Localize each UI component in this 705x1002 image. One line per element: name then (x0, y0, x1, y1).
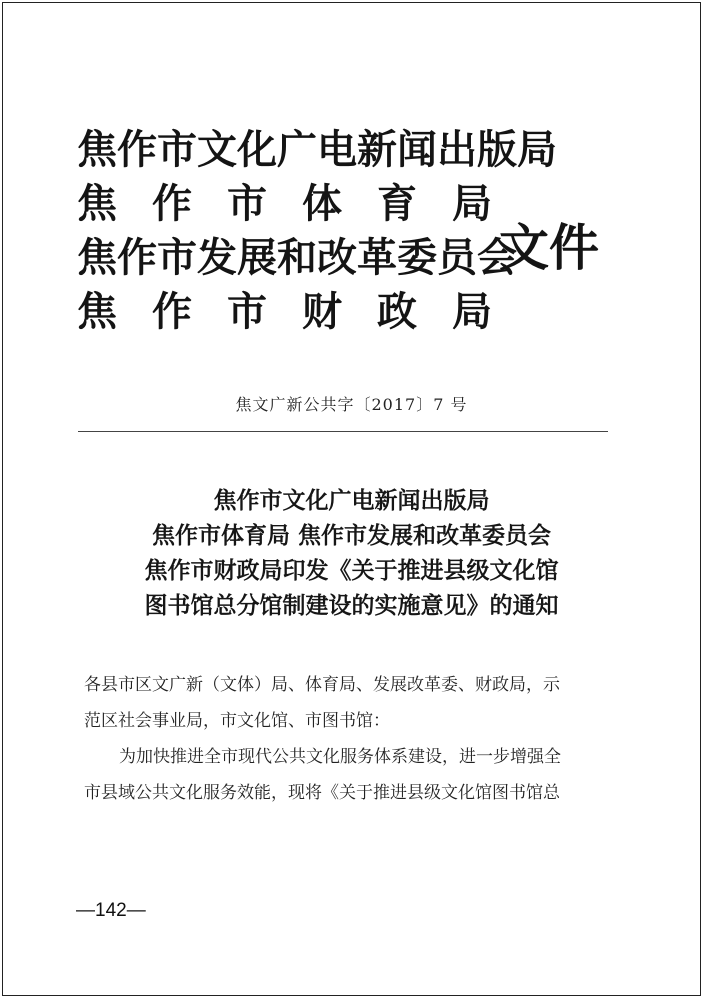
title-line-3: 焦作市财政局印发《关于推进县级文化馆 (144, 557, 559, 584)
issuer-char: 市 (227, 288, 267, 335)
issuer-char: 育 (377, 180, 417, 227)
document-type-label: 文件 (499, 218, 599, 277)
issuer-line-4 (77, 285, 492, 339)
paragraph-line-2: 市县域公共文化服务效能，现将《关于推进县级文化馆图书馆总 (84, 783, 560, 803)
addressee-line-2: 范区社会事业局，市文化馆、市图书馆： (84, 711, 390, 731)
document-page (2, 2, 701, 996)
issuer-char: 市 (227, 180, 267, 227)
issuer-char: 作 (152, 180, 192, 227)
issuer-line-3: 焦作市发展和改革委员会 (77, 234, 517, 281)
issuer-char: 局 (452, 180, 492, 227)
document-title (3, 483, 700, 623)
document-body (84, 667, 624, 811)
title-line-1: 焦作市文化广电新闻出版局 (213, 487, 490, 514)
title-line-4: 图书馆总分馆制建设的实施意见》的通知 (144, 592, 559, 619)
issuer-char: 政 (377, 288, 417, 335)
paragraph-line-1: 为加快推进全市现代公共文化服务体系建设，进一步增强全 (119, 747, 561, 767)
issuer-char: 局 (452, 288, 492, 335)
page-number: —142— (76, 900, 146, 921)
header-divider (78, 431, 608, 432)
issuer-line-1: 焦作市文化广电新闻出版局 (77, 126, 557, 173)
issuer-char: 作 (152, 288, 192, 335)
issuer-line-2 (77, 177, 492, 231)
addressee-line-1: 各县市区文广新（文体）局、体育局、发展改革委、财政局，示 (84, 675, 560, 695)
issuer-char: 体 (302, 180, 342, 227)
title-line-2: 焦作市体育局 焦作市发展和改革委员会 (151, 522, 551, 549)
issuer-char: 焦 (77, 288, 117, 335)
document-number: 焦文广新公共字〔2017〕7 号 (235, 395, 468, 414)
issuer-char: 财 (302, 288, 342, 335)
issuer-char: 焦 (77, 180, 117, 227)
